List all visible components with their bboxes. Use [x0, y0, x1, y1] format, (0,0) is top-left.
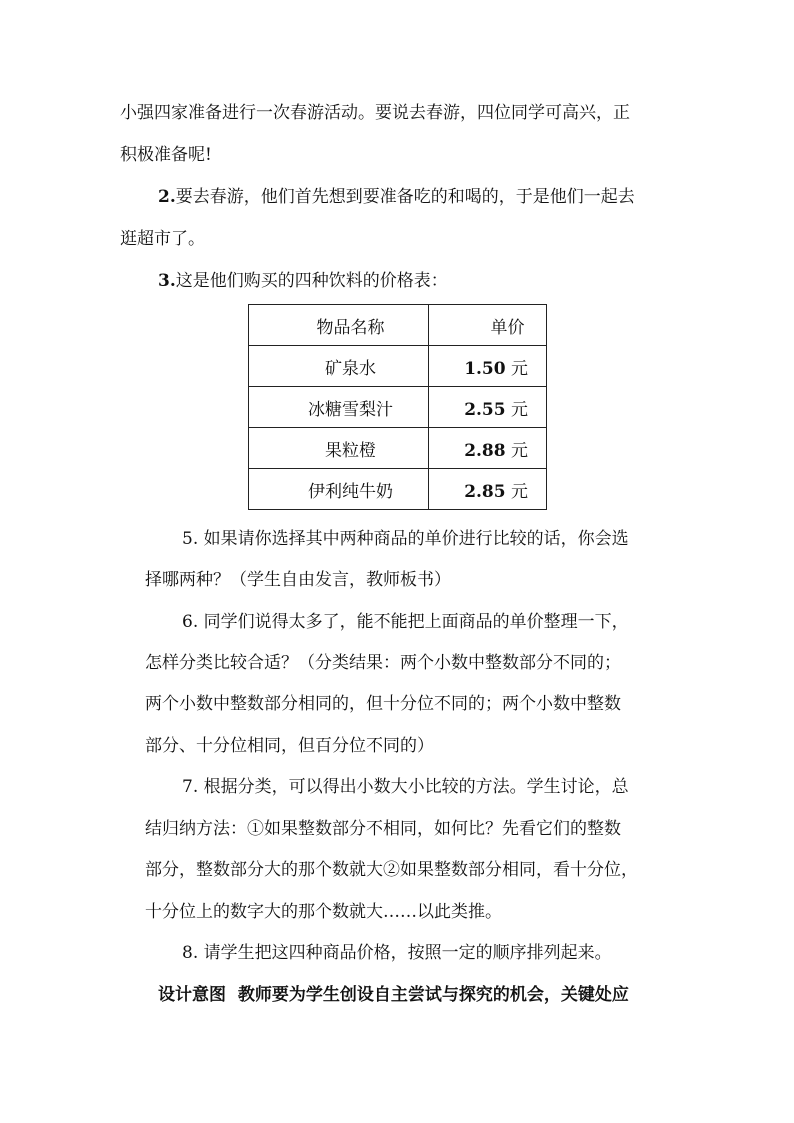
table-row	[249, 428, 547, 469]
paragraph-2-number: 2.	[158, 187, 176, 207]
paragraph-3-text: 这是他们购买的四种饮料的价格表：	[175, 271, 448, 291]
design-intent-line-1: 设计意图 教师要为学生创设自主尝试与探究的机会，关键处应	[158, 985, 629, 1005]
paragraph-8-line-1: 8. 请学生把这四种商品价格，按照一定的顺序排列起来。	[182, 943, 612, 963]
price-amount: 2.88	[464, 440, 506, 461]
paragraph-3-line-1	[158, 271, 448, 291]
paragraph-6-line-3: 两个小数中整数部分相同的，但十分位不同的；两个小数中整数	[145, 694, 621, 714]
price-unit: 元	[511, 399, 528, 420]
paragraph-5-line-1: 5. 如果请你选择其中两种商品的单价进行比较的话，你会选	[182, 529, 629, 549]
item-name-cell: 冰糖雪梨汁	[249, 387, 429, 428]
price-amount: 2.55	[464, 399, 506, 420]
paragraph-6-line-1: 6. 同学们说得太多了，能不能把上面商品的单价整理一下，	[182, 612, 629, 632]
item-name-cell: 伊利纯牛奶	[249, 469, 429, 510]
price-amount: 2.85	[464, 481, 506, 502]
paragraph-6-line-4: 部分、十分位相同，但百分位不同的）	[145, 736, 434, 756]
paragraph-2-line-1	[158, 187, 635, 207]
price-amount: 1.50	[464, 358, 506, 379]
table-header-row	[249, 305, 547, 346]
item-name-cell: 果粒橙	[249, 428, 429, 469]
paragraph-2-text: 要去春游，他们首先想到要准备吃的和喝的，于是他们一起去	[175, 187, 635, 207]
paragraph-3-number: 3.	[158, 271, 176, 291]
price-cell	[429, 428, 547, 469]
price-unit: 元	[511, 358, 528, 379]
paragraph-2-line-2: 逛超市了。	[120, 229, 205, 249]
paragraph-7-line-4: 十分位上的数字大的那个数就大……以此类推。	[145, 902, 502, 922]
paragraph-6-line-2: 怎样分类比较合适？（分类结果：两个小数中整数部分不同的；	[145, 653, 621, 673]
table-row	[249, 469, 547, 510]
paragraph-1-line-2: 积极准备呢!	[120, 145, 212, 165]
price-cell	[429, 469, 547, 510]
price-unit: 元	[511, 440, 528, 461]
paragraph-7-line-2: 结归纳方法：①如果整数部分不相同，如何比？先看它们的整数	[145, 819, 621, 839]
table-row	[249, 346, 547, 387]
item-name-cell: 矿泉水	[249, 346, 429, 387]
paragraph-1-line-1: 小强四家准备进行一次春游活动。要说去春游，四位同学可高兴，正	[120, 103, 630, 123]
paragraph-5-line-2: 择哪两种？（学生自由发言，教师板书）	[145, 570, 451, 590]
price-unit: 元	[511, 481, 528, 502]
price-table	[248, 304, 547, 510]
paragraph-7-line-1: 7. 根据分类，可以得出小数大小比较的方法。学生讨论，总	[182, 777, 629, 797]
price-cell	[429, 387, 547, 428]
paragraph-7-line-3: 部分，整数部分大的那个数就大②如果整数部分相同，看十分位，	[145, 860, 638, 880]
table-row	[249, 387, 547, 428]
price-cell	[429, 346, 547, 387]
header-unit-price: 单价	[429, 305, 547, 346]
header-item-name: 物品名称	[249, 305, 429, 346]
